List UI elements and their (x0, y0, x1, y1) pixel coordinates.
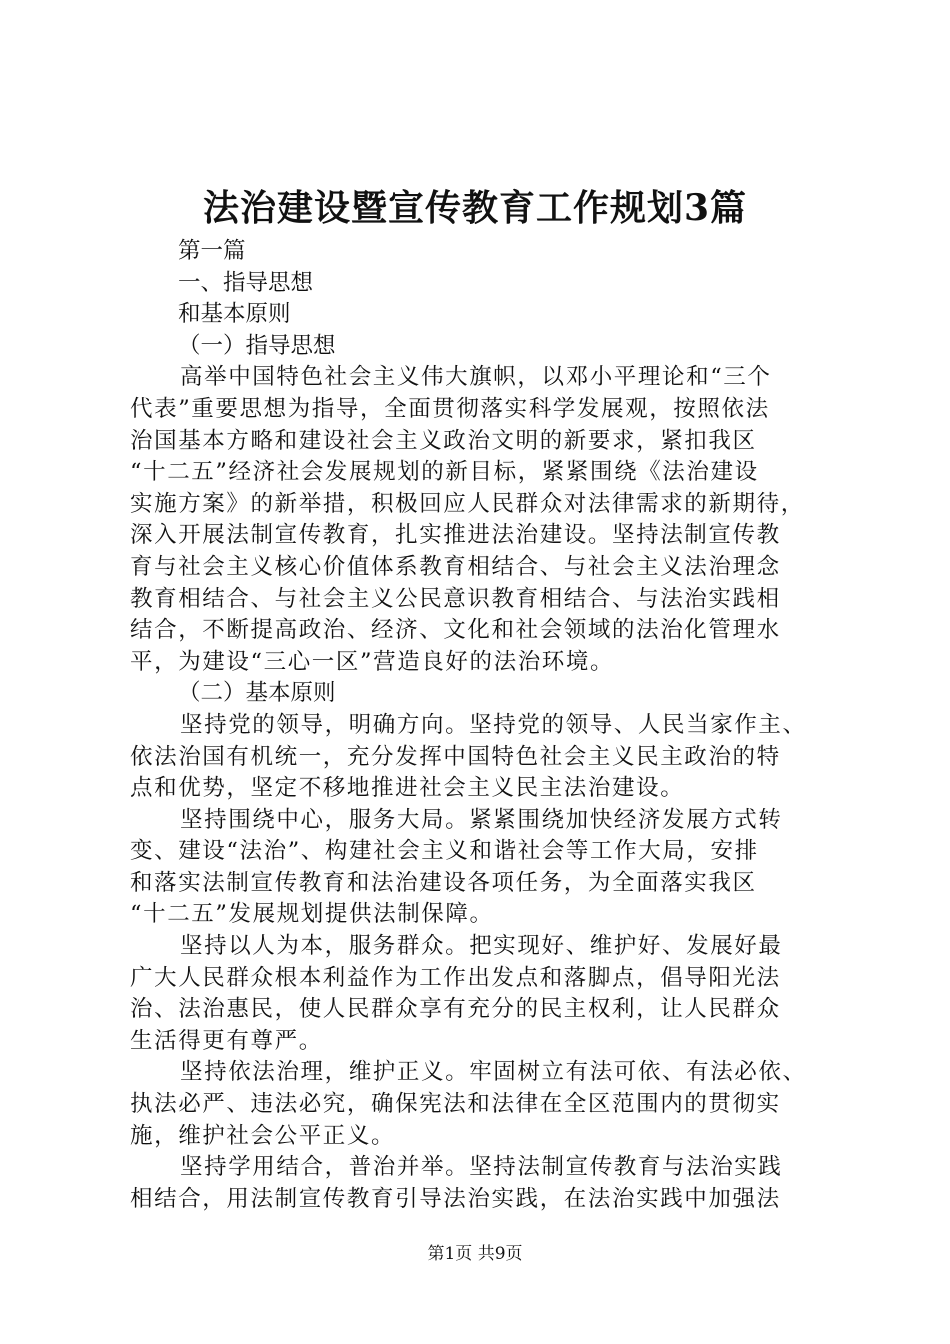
subheading-guiding-ideology: （一）指导思想 (178, 332, 336, 359)
document-title: 法治建设暨宣传教育工作规划3篇 (202, 187, 748, 229)
paragraph-party-leadership: 坚持党的领导，明确方向。坚持党的领导、人民当家作主、 依法治国有机统一，充分发挥中国特色社会主义民主政治的特 点和优势，坚定不移地推进社会主义民主法治建设。 (130, 711, 807, 802)
paragraph-serve-overall: 坚持围绕中心，服务大局。紧紧围绕加快经济发展方式转 变、建设“法治”、构建社会主义和谐社会等工作大局，安排 和落实法制宣传教育和法治建设各项任务，为全面落实我区 “十二五”发展规划提供法制保障。 (130, 806, 783, 928)
section-label: 第一篇 (178, 238, 246, 264)
subheading-basic-principles: （二）基本原则 (178, 680, 336, 707)
paragraph-study-and-apply: 坚持学用结合，普治并举。坚持法制宣传教育与法治实践 相结合，用法制宣传教育引导法治实践，在法治实践中加强法 (130, 1154, 783, 1212)
paragraph-people-oriented: 坚持以人为本，服务群众。把实现好、维护好、发展好最 广大人民群众根本利益作为工作出发点和落脚点，倡导阳光法 治、法治惠民，使人民群众享有充分的民主权利，让人民群众 生活得更有尊严。 (130, 933, 783, 1054)
paragraph-guiding-ideology: 高举中国特色社会主义伟大旗帜，以邓小平理论和“三个 代表”重要思想为指导，全面贯彻落实科学发展观，按照依法 治国基本方略和建设社会主义政治文明的新要求，紧扣我区 “十二五”经济社会发展规划的新目标，紧紧围绕《法治建设 实施方案》的新举措，积极回应人民群众对法律需求的新期待， 深入开展法制宣传教育，扎实推进法治建设。坚持法制宣传教 育与社会主义核心价值体系教育相结合、与社会主义法治理念 教育相结合、与社会主义公民意识教育相结合、与法治实践相 结合，不断提高政治、经济、文化和社会领域的法治化管理水 平，为建设“三心一区”营造良好的法治环境。 (130, 364, 805, 675)
document-body (130, 236, 830, 1215)
heading-guiding-ideology-cont: 和基本原则 (178, 301, 291, 328)
page-indicator: 第1页 共9页 (427, 1244, 523, 1264)
heading-guiding-ideology: 一、指导思想 (178, 269, 314, 296)
paragraph-rule-of-law: 坚持依法治理，维护正义。牢固树立有法可依、有法必依、 执法必严、违法必究，确保宪法和法律在全区范围内的贯彻实 施，维护社会公平正义。 (130, 1059, 807, 1149)
